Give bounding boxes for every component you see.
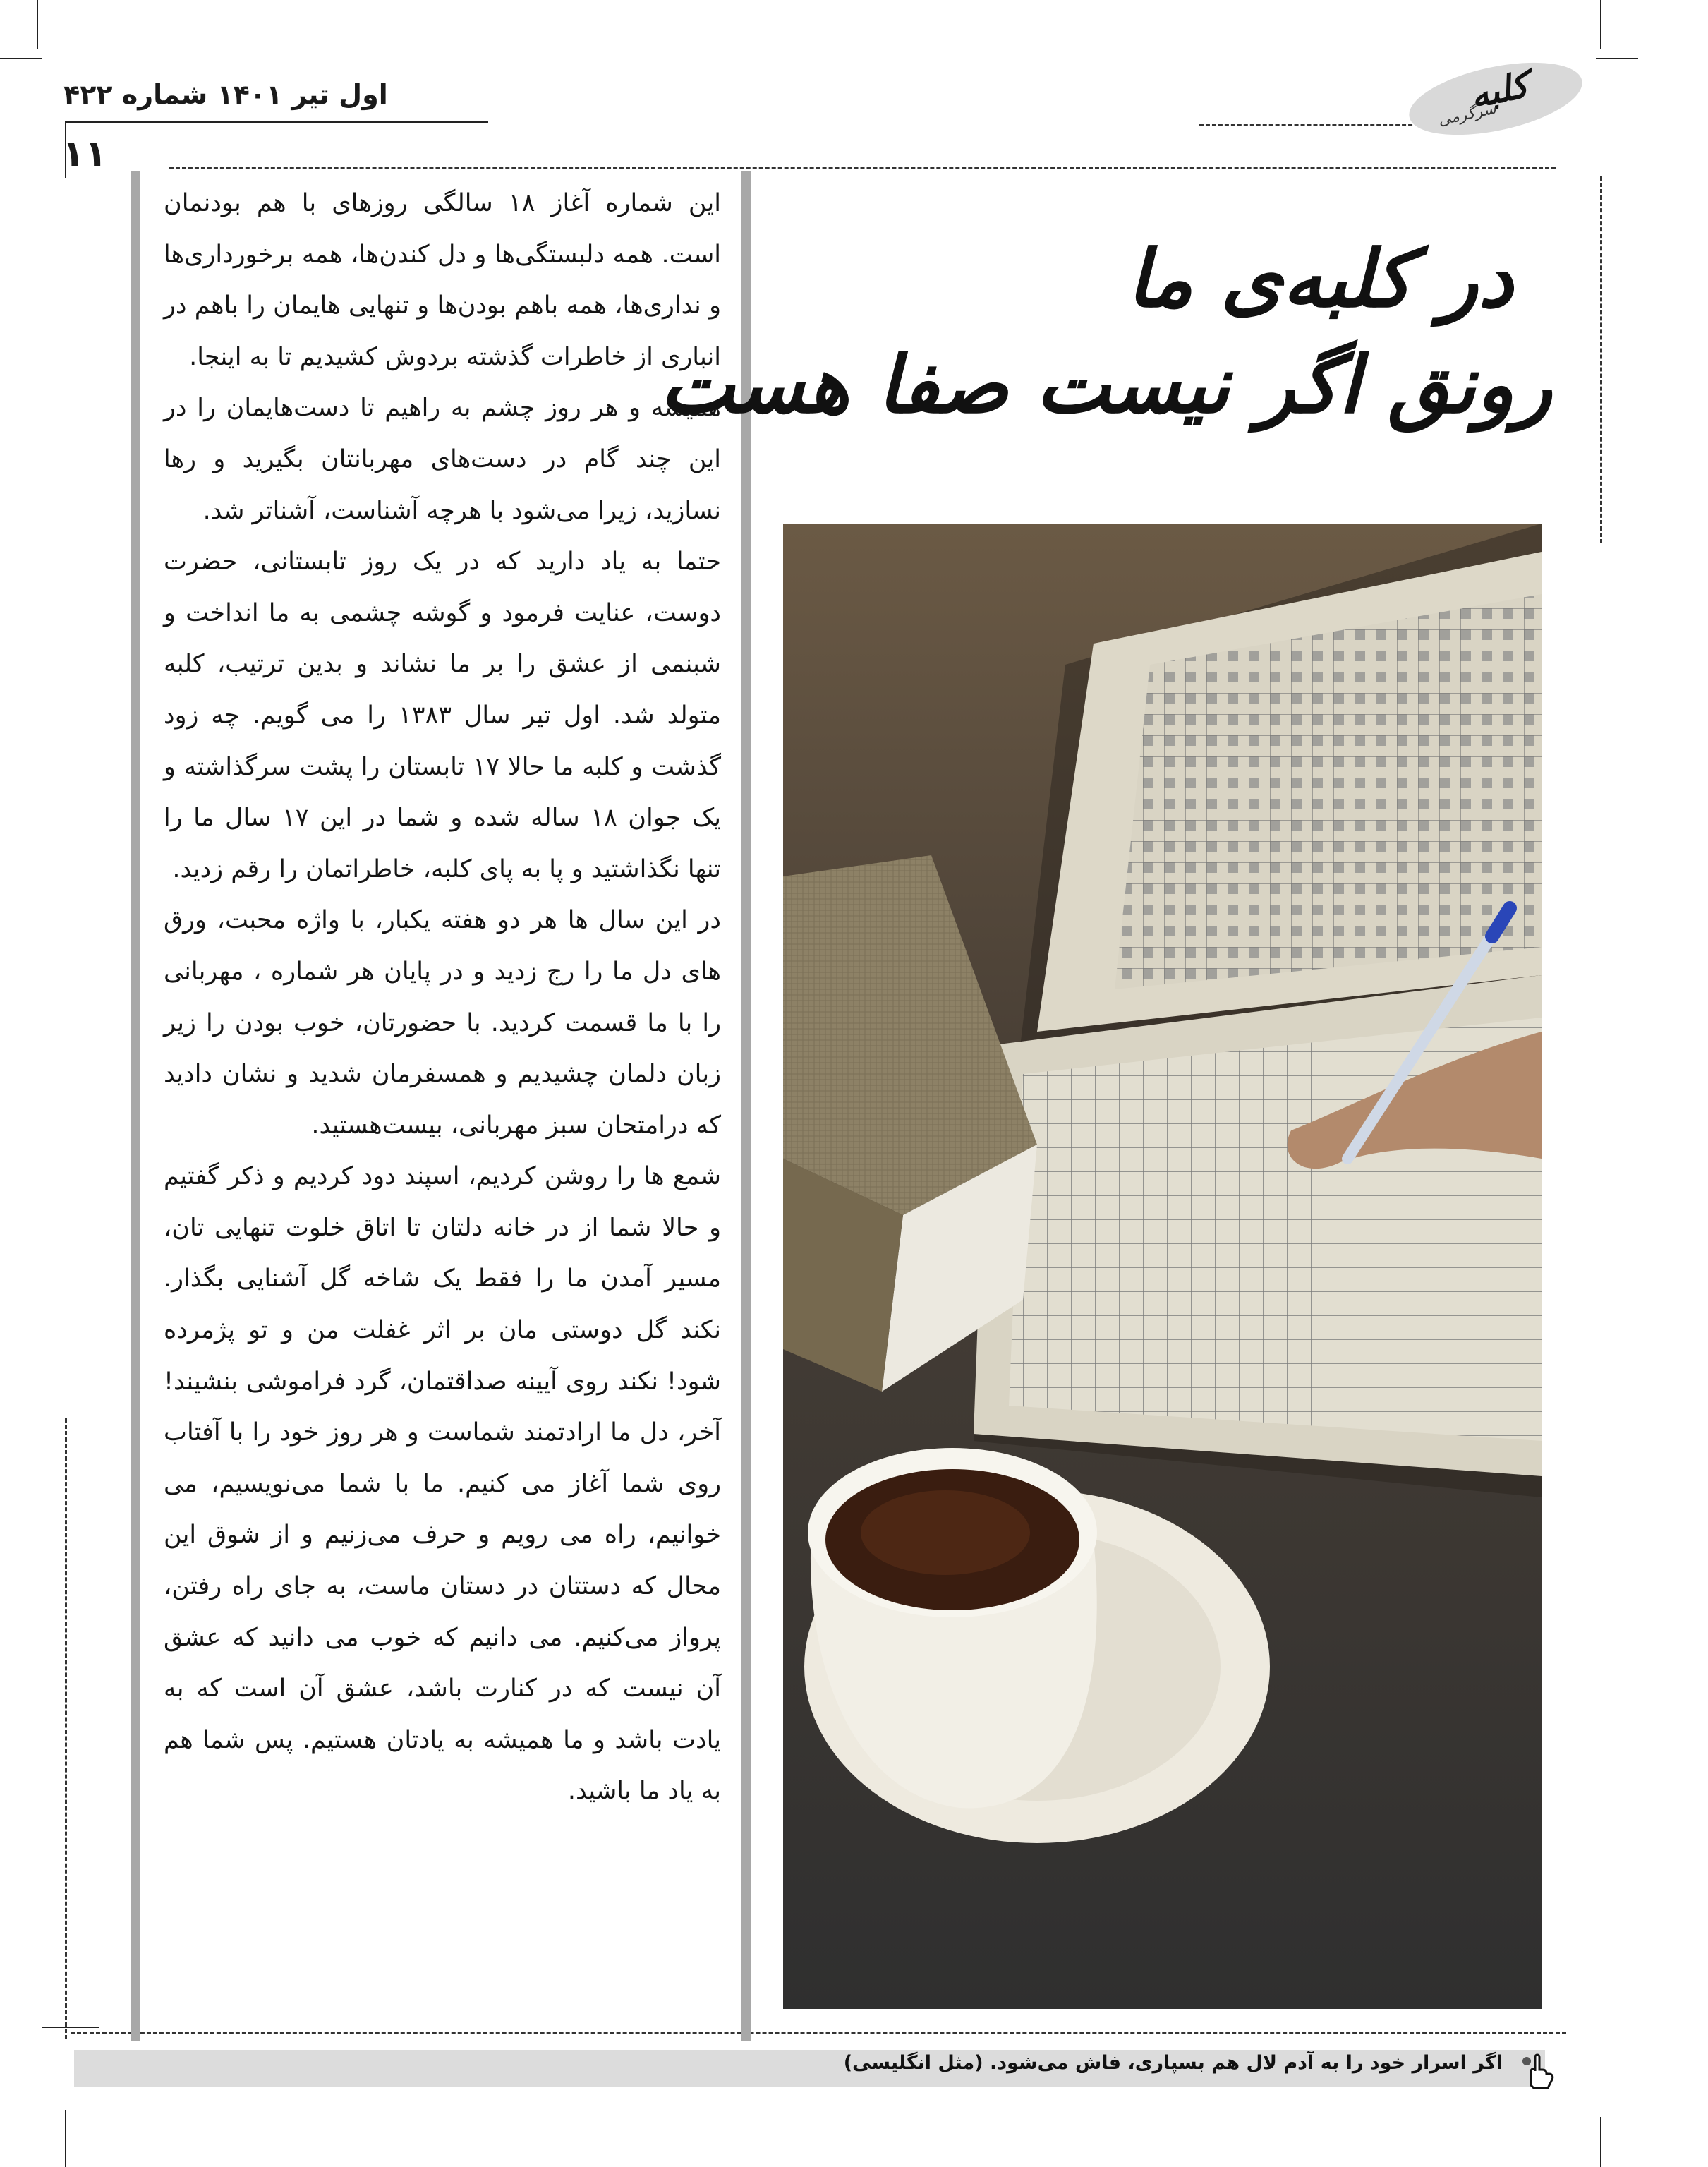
pointing-hand-icon [1517,2050,1559,2092]
right-dashed-guide [1600,176,1602,543]
crop-mark-top-left [0,58,42,59]
article-title [660,233,1552,466]
page-number: ۱۱ [62,133,107,175]
crop-mark-bottom-right [1600,2117,1601,2167]
header-rule [65,121,488,123]
photo-illustration [783,524,1542,2009]
crop-mark-top-right [1596,58,1638,59]
bottom-dashed-rule [71,2032,1566,2034]
top-dashed-rule-mid [169,167,1556,169]
left-dashed-guide [65,1418,67,2039]
paragraph: شمع ها را روشن کردیم، اسپند دود کردیم و ذکر گفتیم و حالا شما از در خانه دلتان تا اتاق خلوت تنهایی تان، مسیر آمدن ما را فقط یک شاخه گل آشنایی بگذار. نکند گل دوستی مان بر اثر غفلت من و تو پژمرده شود! نکند روی آیینه صداقتمان، گرد فراموشی بنشیند! آخر، دل ما ارادتمند شماست و هر روز خود را با آفتاب روی شما آغاز می کنیم. ما با شما می‌نویسیم، می خوانیم، راه می رویم و حرف می‌زنیم و از شوق این محال که دستتان در دستان ماست، به جای راه رفتن، پرواز می‌کنیم. می دانیم که خوب می دانید که عشق آن نیست که در کنارت باشد، عشق آن است که به یادت باشد و ما همیشه به یادتان هستیم. پس شما هم به یاد ما باشید. [164,1162,721,1806]
title-line-1: در کلبه‌ی ما [1127,233,1513,325]
crop-mark-left [37,0,38,49]
paragraph: همیشه و هر روز چشم به راهیم تا دست‌هایمان را در این چند گام در دست‌های مهربانتان بگیرید و رها نسازید، زیرا می‌شود با هرچه آشناست، آشناتر شد. [164,394,721,525]
crop-mark-bottom-left [65,2110,66,2167]
article-body [164,178,721,1817]
paragraph: این شماره آغاز ۱۸ سالگی روزهای با هم بودنمان است. همه دلبستگی‌ها و دل کندن‌ها، همه برخورداری‌ها و نداری‌ها، همه باهم بودن‌ها و تنهایی هایمان را باهم در انباری از خاطرات گذشته بردوش کشیدیم تا به اینجا. [164,189,721,371]
column-bar-right [741,171,751,2041]
title-line-2: رونق اگر نیست صفا هست [660,339,1552,431]
column-bar-left [131,171,140,2041]
crop-mark-right [1600,0,1601,49]
paragraph: در این سال ها هر دو هفته یکبار، با واژه محبت، ورق های دل ما را رج زدید و در پایان هر شماره ، مهربانی را با ما قسمت کردید. با حضورتان، خوب بودن را زیر زبان دلمان چشیدیم و همسفرمان شدید و نشان دادید که درامتحان سبز مهربانی، بیست‌هستید. [164,906,721,1140]
top-dashed-rule-right [1199,124,1425,126]
issue-date-line: اول تیر ۱۴۰۱ شماره ۴۲۲ [63,79,388,110]
logo-wordmark: کلبه [1466,64,1532,116]
logo-subtitle: سرگرمی [1436,99,1498,130]
crop-mark-bottom-hline-left [42,2027,99,2028]
paragraph: حتما به یاد دارید که در یک روز تابستانی، حضرت دوست، عنایت فرمود و گوشه چشمی به ما انداخت و شبنمی از عشق را بر ما نشاند و بدین ترتیب، کلبه متولد شد. اول تیر سال ۱۳۸۳ را می گویم. چه زود گذشت و کلبه ما حالا ۱۷ تابستان را پشت سرگذاشته و یک جوان ۱۸ ساله شده و شما در این ۱۷ سال ما را تنها نگذاشتید و پا به پای کلبه، خاطراتمان را رقم زدید. [164,548,722,883]
crossword-photo [783,524,1542,2009]
footer-quote: اگر اسرار خود را به آدم لال هم بسپاری، فاش می‌شود. (مثل انگلیسی) [843,2052,1503,2074]
